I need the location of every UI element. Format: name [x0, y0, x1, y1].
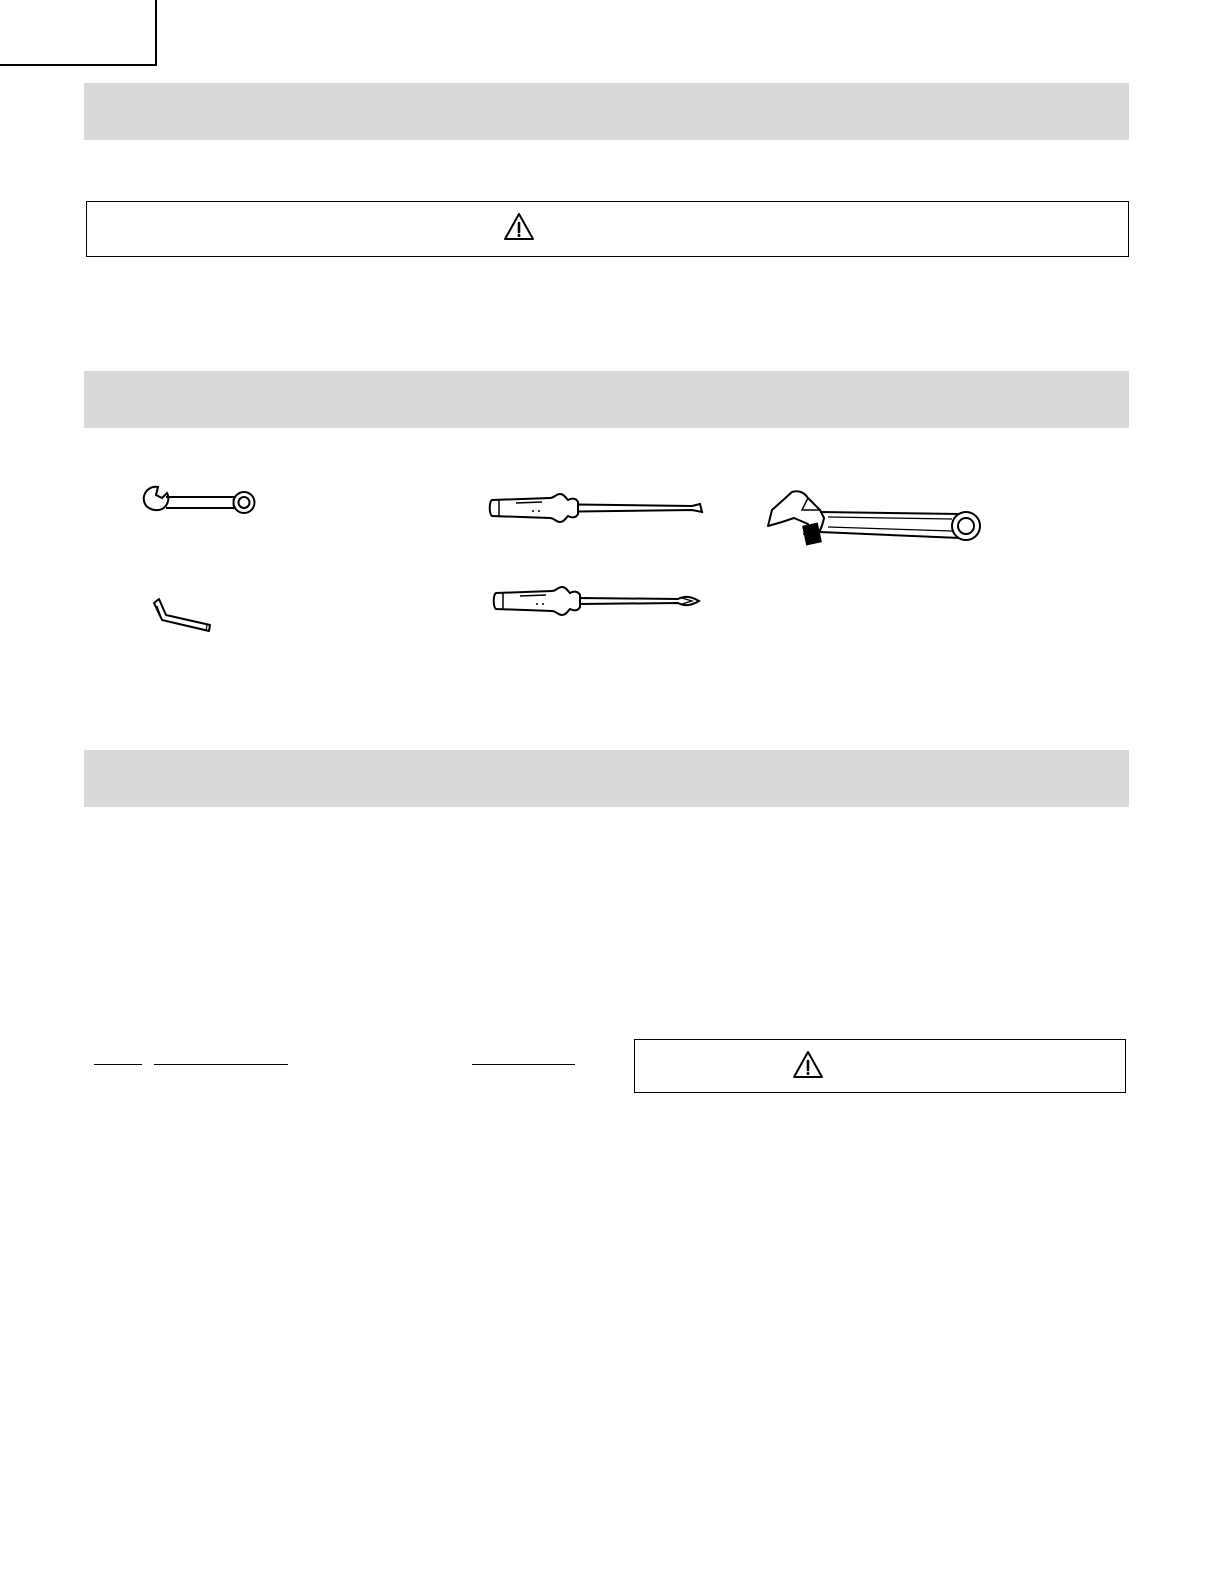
section-header-band-1 [84, 83, 1129, 140]
combination-wrench-icon [140, 484, 260, 524]
section-header-band-2 [84, 371, 1129, 428]
warning-triangle-icon [792, 1050, 824, 1080]
slotted-screwdriver-icon [488, 490, 710, 526]
phillips-screwdriver-icon [492, 583, 706, 619]
heading-underline-3 [472, 1064, 575, 1065]
heading-underline-1 [94, 1064, 142, 1065]
section-header-band-3 [84, 750, 1129, 807]
warning-box-2 [634, 1039, 1126, 1093]
adjustable-wrench-icon [764, 488, 986, 554]
warning-box-1 [86, 201, 1129, 257]
heading-underline-2 [154, 1064, 288, 1065]
page-corner-tab [0, 0, 157, 66]
warning-triangle-icon [503, 212, 535, 242]
hex-key-icon [148, 597, 218, 637]
